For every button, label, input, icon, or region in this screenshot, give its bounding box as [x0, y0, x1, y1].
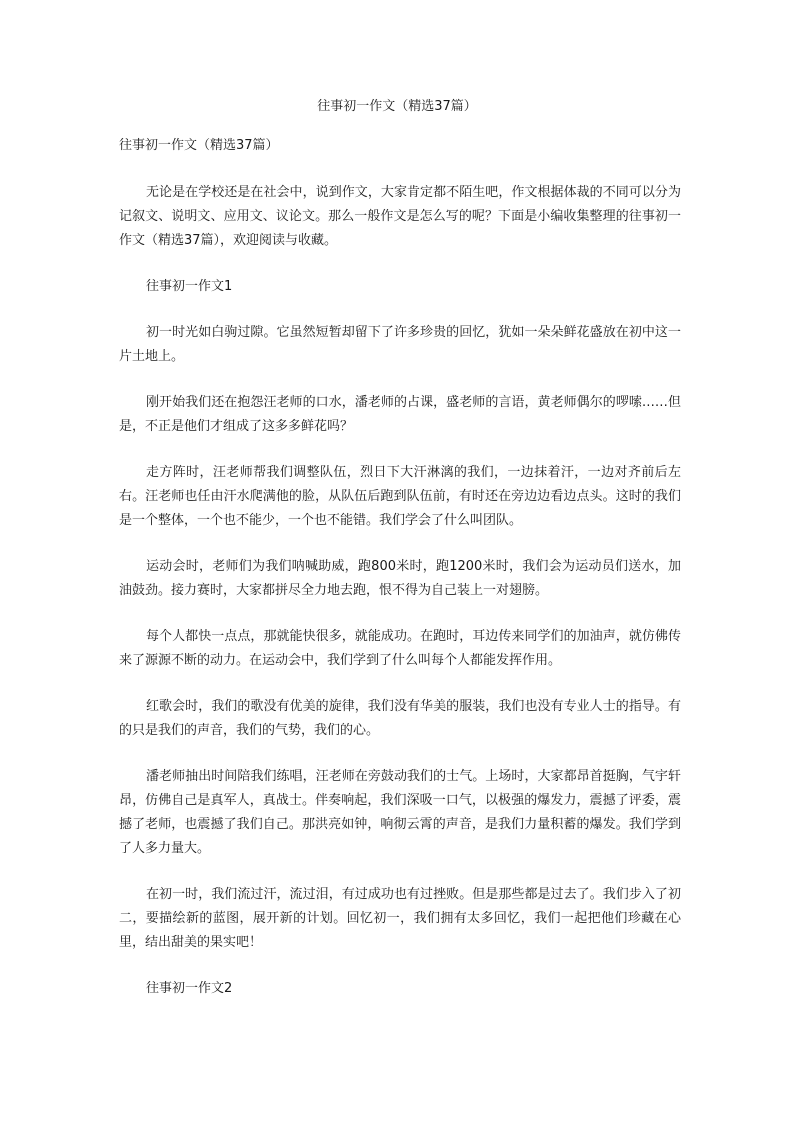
paragraph: 每个人都快一点点，那就能快很多，就能成功。在跑时，耳边传来同学们的加油声，就仿佛传来了源源不断的动力。在运动会中，我们学到了什么叫每个人都能发挥作用。	[119, 629, 681, 668]
section-heading-2: 往事初一作文2	[146, 981, 233, 996]
paragraph: 运动会时，老师们为我们呐喊助威，跑800米时，跑1200米时，我们会为运动员们送水，加油鼓劲。接力赛时，大家都拼尽全力地去跑，恨不得为自己装上一对翅膀。	[119, 559, 681, 598]
section-heading-1: 往事初一作文1	[146, 279, 233, 294]
document-title: 往事初一作文（精选37篇）	[317, 99, 477, 114]
paragraph: 在初一时，我们流过汗，流过泪，有过成功也有过挫败。但是那些都是过去了。我们步入了初二，要描绘新的蓝图，展开新的计划。回忆初一，我们拥有太多回忆，我们一起把他们珍藏在心里，结出甜美的果实吧！	[119, 887, 681, 950]
paragraph: 走方阵时，汪老师帮我们调整队伍，烈日下大汗淋漓的我们，一边抹着汗，一边对齐前后左右。汪老师也任由汗水爬满他的脸，从队伍后跑到队伍前，有时还在旁边边看边点头。这时的我们是一个整体，一个也不能少，一个也不能错。我们学会了什么叫团队。	[119, 465, 681, 528]
paragraph: 刚开始我们还在抱怨汪老师的口水，潘老师的占课，盛老师的言语，黄老师偶尔的啰嗦……但是，不正是他们才组成了这多多鲜花吗？	[119, 395, 681, 434]
document-body	[119, 181, 681, 1023]
paragraph-intro: 无论是在学校还是在社会中，说到作文，大家肯定都不陌生吧，作文根据体裁的不同可以分为记叙文、说明文、应用文、议论文。那么一般作文是怎么写的呢？下面是小编收集整理的往事初一作文（精选37篇），欢迎阅读与收藏。	[119, 185, 681, 248]
paragraph: 红歌会时，我们的歌没有优美的旋律，我们没有华美的服装，我们也没有专业人士的指导。有的只是我们的声音，我们的气势，我们的心。	[119, 699, 681, 738]
paragraph: 潘老师抽出时间陪我们练唱，汪老师在旁鼓动我们的士气。上场时，大家都昂首挺胸，气宇轩昂，仿佛自己是真军人，真战士。伴奏响起，我们深吸一口气，以极强的爆发力，震撼了评委，震撼了老师，也震撼了我们自己。那洪亮如钟，响彻云霄的声音，是我们力量积蓄的爆发。我们学到了人多力量大。	[119, 769, 681, 856]
document-subtitle: 往事初一作文（精选37篇）	[119, 138, 279, 153]
paragraph: 初一时光如白驹过隙。它虽然短暂却留下了许多珍贵的回忆，犹如一朵朵鲜花盛放在初中这一片土地上。	[119, 325, 681, 364]
